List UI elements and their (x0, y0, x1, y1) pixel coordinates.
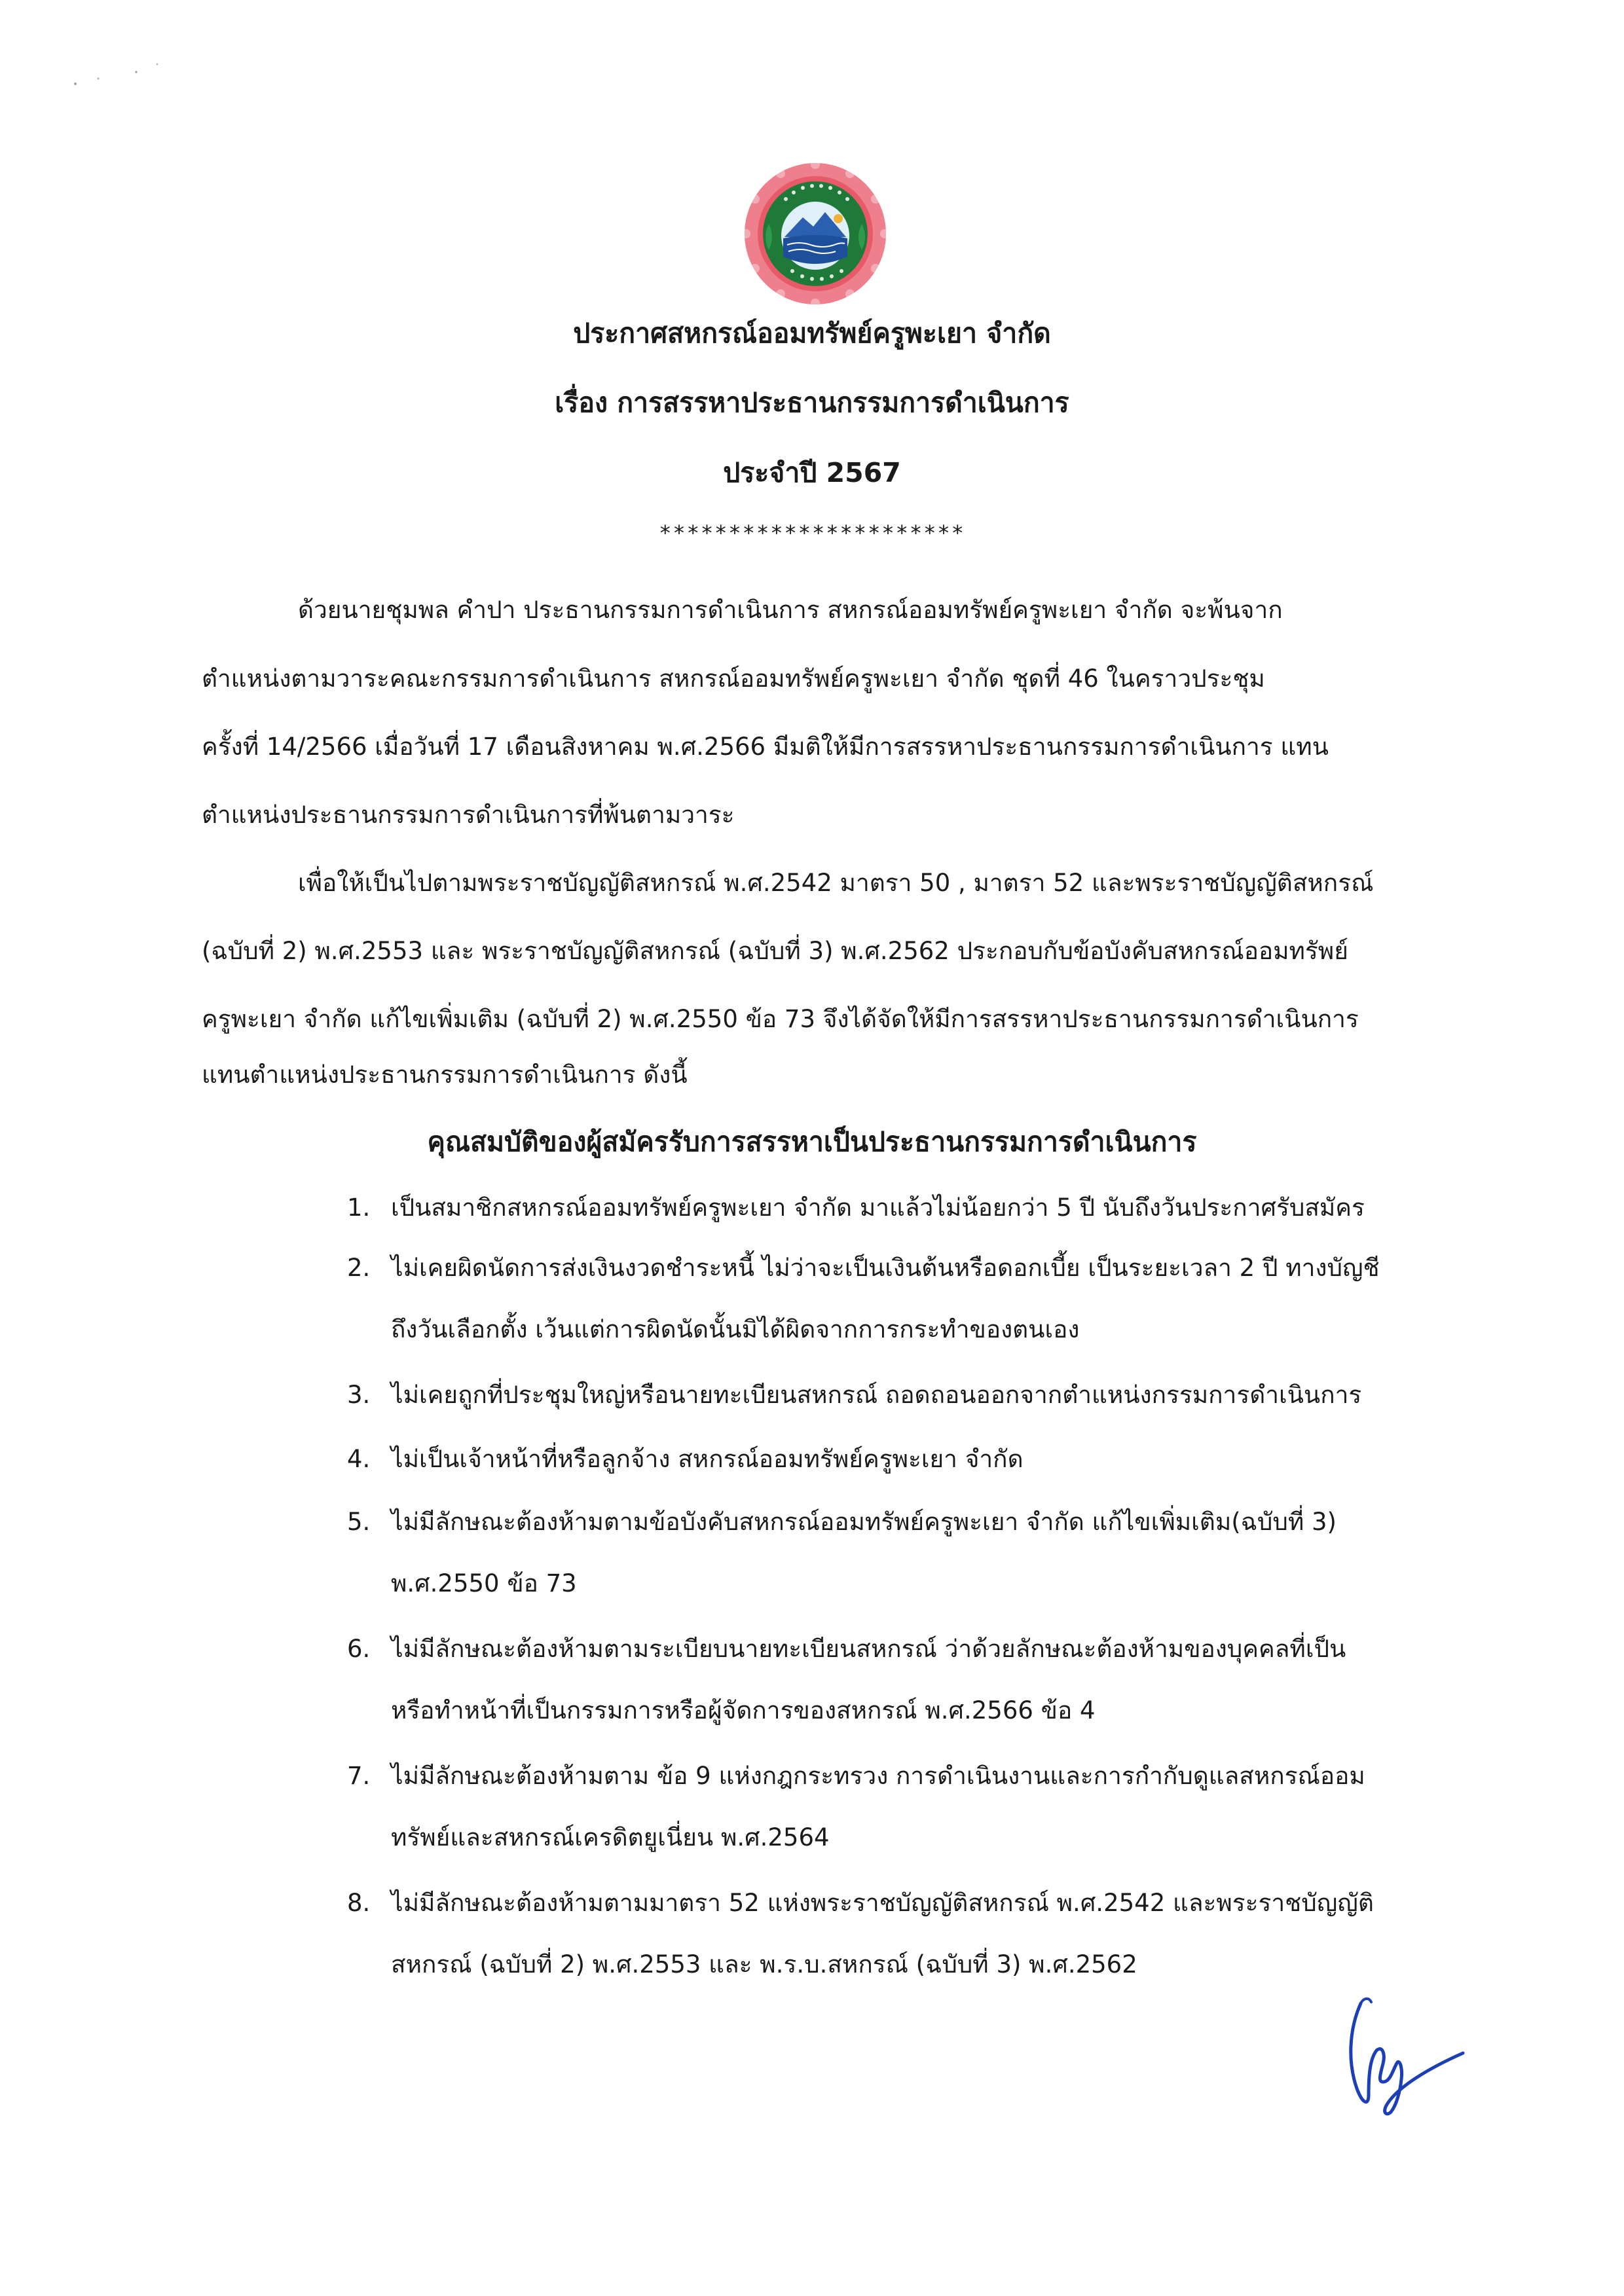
separator-line: ********************** (659, 520, 965, 545)
announcement-year: ประจำปี 2567 (723, 457, 901, 488)
list-item-line: ไม่เคยถูกที่ประชุมใหญ่หรือนายทะเบียนสหกรณ์ ถอดถอนออกจากตำแหน่งกรรมการดำเนินการ (391, 1381, 1362, 1409)
handwritten-signature-icon (1323, 1990, 1480, 2121)
list-item-number: 2. (347, 1254, 371, 1282)
list-item-line: ไม่มีลักษณะต้องห้ามตามระเบียบนายทะเบียนสหกรณ์ ว่าด้วยลักษณะต้องห้ามของบุคคลที่เป็น (391, 1635, 1346, 1663)
list-item-number: 4. (347, 1445, 371, 1473)
list-item-line: ถึงวันเลือกตั้ง เว้นแต่การผิดนัดนั้นมิได้ผิดจากการกระทำของตนเอง (391, 1315, 1080, 1343)
list-item-line: พ.ศ.2550 ข้อ 73 (391, 1569, 577, 1597)
list-item-number: 6. (347, 1635, 371, 1663)
cooperative-seal-icon (740, 158, 891, 309)
list-item-line: ทรัพย์และสหกรณ์เครดิตยูเนี่ยน พ.ศ.2564 (391, 1823, 830, 1851)
qualifications-heading: คุณสมบัติของผู้สมัครรับการสรรหาเป็นประธานกรรมการดำเนินการ (427, 1126, 1197, 1157)
announcement-subject: เรื่อง การสรรหาประธานกรรมการดำเนินการ (555, 387, 1069, 418)
list-item-number: 5. (347, 1508, 371, 1536)
paragraph-1-line: ตำแหน่งตามวาระคณะกรรมการดำเนินการ สหกรณ์ออมทรัพย์ครูพะเยา จำกัด ชุดที่ 46 ในคราวประชุม (202, 665, 1265, 693)
scan-specks (65, 46, 183, 98)
paragraph-1-line: ตำแหน่งประธานกรรมการดำเนินการที่พ้นตามวาระ (202, 801, 735, 829)
list-item-line: ไม่เคยผิดนัดการส่งเงินงวดชำระหนี้ ไม่ว่าจะเป็นเงินต้นหรือดอกเบี้ย เป็นระยะเวลา 2 ปี ทางบัญชี (391, 1254, 1380, 1282)
paragraph-2-line: แทนตำแหน่งประธานกรรมการดำเนินการ ดังนี้ (202, 1061, 688, 1089)
list-item-number: 8. (347, 1889, 371, 1917)
paragraph-1-line: ด้วยนายชุมพล คำปา ประธานกรรมการดำเนินการ สหกรณ์ออมทรัพย์ครูพะเยา จำกัด จะพ้นจาก (298, 596, 1283, 624)
list-item-line: ไม่มีลักษณะต้องห้ามตามมาตรา 52 แห่งพระราชบัญญัติสหกรณ์ พ.ศ.2542 และพระราชบัญญัติ (391, 1889, 1374, 1917)
list-item-number: 3. (347, 1381, 371, 1409)
list-item-line: สหกรณ์ (ฉบับที่ 2) พ.ศ.2553 และ พ.ร.บ.สหกรณ์ (ฉบับที่ 3) พ.ศ.2562 (391, 1950, 1137, 1978)
paragraph-1-line: ครั้งที่ 14/2566 เมื่อวันที่ 17 เดือนสิงหาคม พ.ศ.2566 มีมติให้มีการสรรหาประธานกรรมการดำเนินการ แทน (202, 733, 1329, 761)
list-item-number: 1. (347, 1194, 371, 1222)
paragraph-2-line: (ฉบับที่ 2) พ.ศ.2553 และ พระราชบัญญัติสหกรณ์ (ฉบับที่ 3) พ.ศ.2562 ประกอบกับข้อบังคับสหกรณ์ออมทรัพย์ (202, 937, 1348, 965)
paragraph-2-line: เพื่อให้เป็นไปตามพระราชบัญญัติสหกรณ์ พ.ศ.2542 มาตรา 50 , มาตรา 52 และพระราชบัญญัติสหกรณ์ (298, 869, 1374, 897)
list-item-line: เป็นสมาชิกสหกรณ์ออมทรัพย์ครูพะเยา จำกัด มาแล้วไม่น้อยกว่า 5 ปี นับถึงวันประกาศรับสมัคร (391, 1194, 1365, 1222)
list-item-line: ไม่มีลักษณะต้องห้ามตาม ข้อ 9 แห่งกฎกระทรวง การดำเนินงานและการกำกับดูแลสหกรณ์ออม (391, 1762, 1365, 1790)
list-item-line: ไม่เป็นเจ้าหน้าที่หรือลูกจ้าง สหกรณ์ออมทรัพย์ครูพะเยา จำกัด (391, 1445, 1024, 1473)
list-item-line: ไม่มีลักษณะต้องห้ามตามข้อบังคับสหกรณ์ออมทรัพย์ครูพะเยา จำกัด แก้ไขเพิ่มเติม(ฉบับที่ 3) (391, 1508, 1337, 1536)
list-item-number: 7. (347, 1762, 371, 1790)
paragraph-2-line: ครูพะเยา จำกัด แก้ไขเพิ่มเติม (ฉบับที่ 2) พ.ศ.2550 ข้อ 73 จึงได้จัดให้มีการสรรหาประธานกรรมการดำเนินการ (202, 1005, 1359, 1033)
list-item-line: หรือทำหน้าที่เป็นกรรมการหรือผู้จัดการของสหกรณ์ พ.ศ.2566 ข้อ 4 (391, 1696, 1096, 1724)
announcement-title: ประกาศสหกรณ์ออมทรัพย์ครูพะเยา จำกัด (573, 318, 1051, 349)
